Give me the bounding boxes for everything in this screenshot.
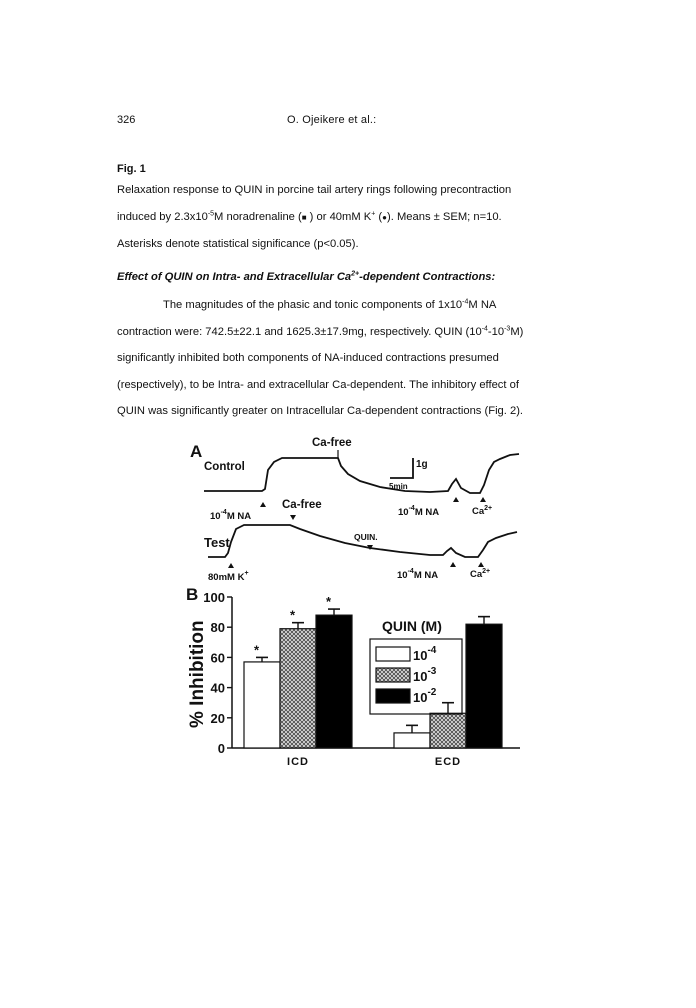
- scale-bar: [390, 458, 413, 478]
- scale-y-label: 1g: [416, 459, 428, 470]
- bar: [394, 733, 430, 748]
- legend-swatch: [376, 647, 410, 661]
- bar-chart: [203, 590, 520, 768]
- test-ca-arrow: [478, 562, 484, 567]
- control-na-arrow: [260, 502, 266, 507]
- body-line-3: significantly inhibited both components of NA-induced contractions presumed: [117, 352, 499, 364]
- test-k-arrow: [228, 563, 234, 568]
- y-tick-label: 100: [203, 590, 225, 605]
- control-na-label: $10^{-4}M$ NA: [210, 509, 252, 522]
- legend-entry: $10^{-3}$: [413, 666, 437, 684]
- body-line-4: (respectively), to be Intra- and extracellular Ca-dependent. The inhibitory effect of: [117, 378, 519, 391]
- y-tick-label: 20: [210, 710, 225, 726]
- cafree-mid-arrow: [290, 515, 296, 520]
- caption-line-1: Relaxation response to QUIN in porcine tail artery rings following precontraction: [117, 184, 512, 196]
- y-tick-label: 60: [210, 650, 225, 666]
- legend-swatch: [376, 689, 410, 703]
- cafree-mid-label: Ca-free: [282, 499, 322, 511]
- bar: [316, 615, 352, 748]
- legend-entry: $10^{-4}$: [413, 645, 437, 663]
- y-tick-label: 40: [210, 680, 225, 696]
- significance-mark: *: [254, 642, 260, 658]
- test-na-arrow: [450, 562, 456, 567]
- caption-line-3: Asterisks denote statistical significance (p<0.05).: [117, 238, 359, 250]
- scale-x-label: 5min: [389, 482, 408, 491]
- control-na2-arrow: [453, 497, 459, 502]
- figure-label: Fig. 1: [117, 163, 146, 175]
- control-na2-label: $10^{-4}M$ NA: [398, 505, 440, 518]
- control-ca-arrow: [480, 497, 486, 502]
- k-label: 80mM K+: [208, 570, 249, 583]
- y-tick-label: 0: [217, 741, 225, 756]
- circle-symbol: ●: [382, 212, 388, 222]
- panel-b-label: B: [186, 585, 199, 604]
- control-trace: [204, 454, 519, 493]
- bar: [244, 662, 280, 748]
- legend-swatch: [376, 668, 410, 682]
- category-label: ECD: [434, 756, 462, 768]
- y-tick-label: 80: [210, 620, 225, 636]
- control-label: Control: [204, 461, 245, 473]
- legend-title: QUIN (M): [382, 618, 442, 634]
- section-heading: Effect of QUIN on Intra- and Extracellular $Ca^{2+}$-dependent Contractions:: [117, 270, 496, 283]
- running-head: O. Ojeikere et al.:: [287, 114, 377, 126]
- test-na-label: $10^{-4}M$ NA: [397, 568, 439, 581]
- significance-mark: *: [290, 607, 296, 623]
- legend: [376, 645, 437, 705]
- page-number: 326: [117, 114, 136, 126]
- cafree-top-label: Ca-free: [312, 437, 352, 449]
- test-ca-label: $Ca^{2+}$: [470, 568, 491, 580]
- square-symbol: ■: [301, 212, 307, 222]
- bar: [280, 629, 316, 748]
- panel-a-label: A: [190, 442, 203, 461]
- bar: [430, 713, 466, 748]
- legend-entry: $10^{-2}$: [413, 687, 437, 705]
- control-ca-label: $Ca^{2+}$: [472, 505, 493, 517]
- body-line-5: QUIN was significantly greater on Intracellular Ca-dependent contractions (Fig. 2).: [117, 405, 524, 417]
- y-axis-title: % Inhibition: [187, 620, 208, 728]
- test-label: Test: [204, 535, 230, 550]
- bar: [466, 624, 502, 748]
- caption-line-2: induced by $2.3x10^{-5}M$ noradrenaline (■ ) or 40mM K+ (●). Means ± SEM; n=10.: [117, 209, 502, 223]
- significance-mark: *: [326, 594, 332, 610]
- body-line-1: The magnitudes of the phasic and tonic components of $1x10^{-4}M$ NA: [163, 298, 497, 311]
- category-label: ICD: [287, 756, 309, 768]
- quin-label: QUIN.: [354, 532, 378, 542]
- body-line-2: contraction were: 742.5±22.1 and 1625.3±17.9mg, respectively. QUIN $(10^{-4}-10^{-3}M)$: [117, 324, 524, 338]
